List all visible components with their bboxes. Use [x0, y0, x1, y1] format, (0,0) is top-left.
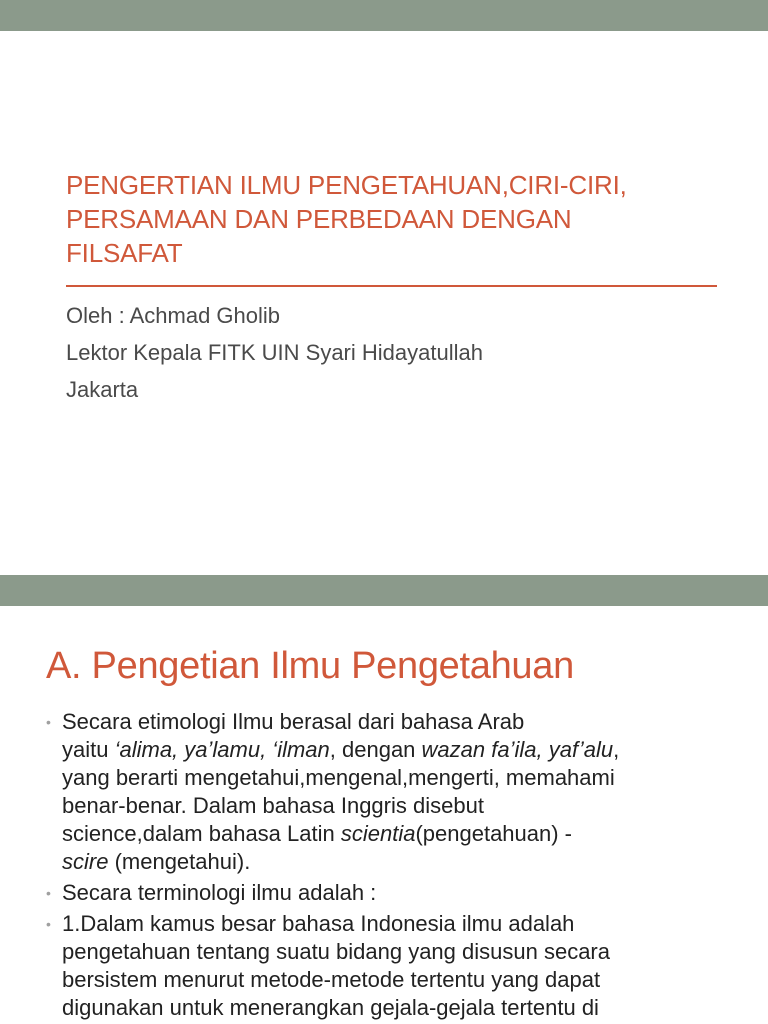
top-accent-band — [0, 575, 768, 606]
city-line: Jakarta — [66, 377, 139, 402]
bullet-text-line: Secara terminologi ilmu adalah : — [62, 880, 377, 905]
bullet-text-line: science,dalam bahasa Latin scientia(pengetahuan) - — [62, 821, 573, 846]
bullet-icon: • — [46, 916, 51, 932]
bullet-text-line: scire (mengetahui). — [62, 849, 251, 874]
section-heading: A. Pengetian Ilmu Pengetahuan — [46, 645, 574, 687]
affiliation-line: Lektor Kepala FITK UIN Syari Hidayatullah — [66, 340, 483, 365]
bullet-item-terminologi — [46, 879, 760, 907]
title-line-2: PERSAMAAN DAN PERBEDAAN DENGAN — [66, 204, 572, 234]
title-line-1: PENGERTIAN ILMU PENGETAHUAN,CIRI-CIRI, — [66, 170, 627, 200]
bullet-text-line: bersistem menurut metode-metode tertentu yang dapat — [62, 967, 601, 992]
title-divider — [66, 285, 717, 287]
bullet-item-etimologi — [46, 708, 760, 876]
content-slide — [0, 575, 768, 1024]
bullet-text-line: yang berarti mengetahui,mengenal,mengerti, memahami — [62, 765, 615, 790]
bullet-text-line: digunakan untuk menerangkan gejala-gejala tertentu di — [62, 995, 599, 1020]
slide-title — [66, 168, 726, 270]
author-line: Oleh : Achmad Gholib — [66, 303, 281, 328]
title-line-3: FILSAFAT — [66, 238, 183, 268]
bullet-text-line: pengetahuan tentang suatu bidang yang disusun secara — [62, 939, 610, 964]
bullet-text-line: Secara etimologi Ilmu berasal dari bahasa Arab — [62, 709, 525, 734]
bullet-text-line: 1.Dalam kamus besar bahasa Indonesia ilmu adalah — [62, 911, 575, 936]
bullet-icon: • — [46, 885, 51, 901]
bullet-text-line: benar-benar. Dalam bahasa Inggris disebut — [62, 793, 484, 818]
bullet-text-line: yaitu ‘alima, ya’lamu, ‘ilman, dengan wazan fa’ila, yaf’alu, — [62, 737, 620, 762]
top-accent-band — [0, 0, 768, 31]
slide-separator — [0, 560, 768, 575]
bullet-item-kbbi — [46, 910, 760, 1022]
bullet-icon: • — [46, 714, 51, 730]
slide-subtitle — [66, 297, 483, 408]
bullet-list — [46, 708, 760, 1024]
